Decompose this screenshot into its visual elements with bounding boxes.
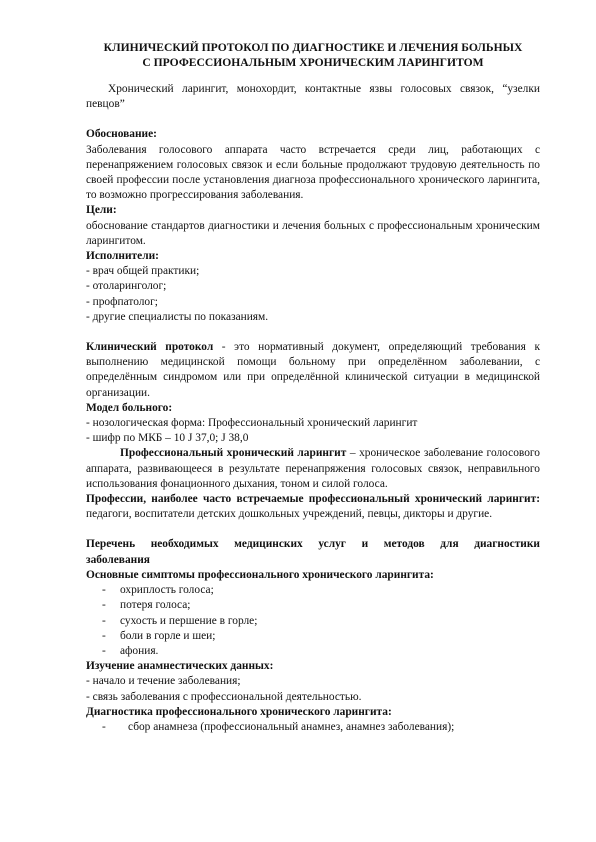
protocol-definition: [86, 340, 540, 401]
document-page: [86, 40, 540, 735]
list-item: [86, 720, 540, 735]
disease-text: – хроническое заболевание голосового аппарата, развивающееся в результате перенапряжения голосовых связок, неправильного использования фонационного дыхания, тоном и силой голоса.: [86, 447, 540, 490]
disease-term: Профессиональный хронический ларингит: [120, 447, 347, 460]
anamnesis-heading: Изучение анамнестических данных:: [86, 660, 274, 673]
patient-model-heading: Модел больного:: [86, 401, 173, 414]
list-dash: -: [102, 720, 106, 733]
list-item: - шифр по МКБ – 10 J 37,0; J 38,0: [86, 432, 249, 445]
list-dash: -: [102, 614, 106, 627]
list-item: - врач общей практики;: [86, 265, 200, 278]
protocol-text: - это нормативный документ, определяющий требования к выполнению медицинской помощи больному при определённом заболевании, с определённым синдромом или при определённой клинической ситуации в медицинской организации.: [86, 341, 540, 399]
intro-paragraph: Хронический ларингит, монохордит, контактные язвы голосовых связок, “узелки певцов”: [86, 83, 540, 111]
list-item: [86, 629, 540, 644]
list-item-text: сбор анамнеза (профессиональный анамнез, анамнез заболевания);: [128, 720, 455, 733]
list-item: [86, 614, 540, 629]
list-item-text: афония.: [120, 644, 159, 657]
list-item: - другие специалисты по показаниям.: [86, 310, 269, 323]
professions-paragraph: [86, 492, 540, 522]
services-heading-line-1: Перечень необходимых медицинских услуг и методов для диагностики: [86, 538, 540, 551]
patient-model-list: [86, 416, 540, 446]
list-item: [86, 583, 540, 598]
professions-term: Профессии, наиболее часто встречаемые профессиональный хронический ларингит:: [86, 493, 540, 506]
list-item: - нозологическая форма: Профессиональный хронический ларингит: [86, 417, 418, 430]
list-dash: -: [102, 599, 106, 612]
spacer: [86, 112, 540, 127]
anamnesis-list: [86, 674, 540, 704]
goals-heading: Цели:: [86, 204, 117, 217]
list-item: - профпатолог;: [86, 295, 158, 308]
list-item: - начало и течение заболевания;: [86, 675, 241, 688]
performers-list: [86, 264, 540, 325]
services-heading-line-2: заболевания: [86, 553, 150, 566]
list-dash: -: [102, 644, 106, 657]
list-item: - отоларинголог;: [86, 280, 167, 293]
professions-text: педагоги, воспитатели детских дошкольных учреждений, певцы, дикторы и другие.: [86, 508, 493, 521]
list-item-text: сухость и першение в горле;: [120, 614, 258, 627]
disease-definition: [86, 446, 540, 492]
spacer: [86, 522, 540, 537]
document-title: [86, 40, 540, 70]
title-line-2: С ПРОФЕССИОНАЛЬНЫМ ХРОНИЧЕСКИМ ЛАРИНГИТОМ: [142, 56, 484, 69]
list-item: - связь заболевания с профессиональной деятельностью.: [86, 690, 362, 703]
symptoms-heading: Основные симптомы профессионального хронического ларингита:: [86, 568, 434, 581]
list-item-text: боли в горле и шеи;: [120, 629, 216, 642]
list-item: [86, 598, 540, 613]
diagnostics-heading: Диагностика профессионального хронического ларингита:: [86, 705, 392, 718]
rationale-text: Заболевания голосового аппарата часто встречается среди лиц, работающих с перенапряжением голосовых связок и если больные продолжают трудовую деятельность по своей профессии после установления диагноза профессионального хронического ларингита, то возможно прогрессирования заболевания.: [86, 143, 540, 202]
list-item-text: охриплость голоса;: [120, 584, 214, 597]
spacer: [86, 325, 540, 340]
performers-heading: Исполнители:: [86, 250, 159, 263]
protocol-term: Клинический протокол: [86, 341, 214, 354]
title-line-1: КЛИНИЧЕСКИЙ ПРОТОКОЛ ПО ДИАГНОСТИКЕ И ЛЕЧЕНИЯ БОЛЬНЫХ: [103, 41, 523, 54]
list-dash: -: [102, 629, 106, 642]
goals-text: обоснование стандартов диагностики и лечения больных с профессиональным хроническим ларингитом.: [86, 219, 540, 247]
rationale-heading: Обоснование:: [86, 128, 157, 141]
list-item-text: потеря голоса;: [120, 599, 191, 612]
list-dash: -: [102, 584, 106, 597]
list-item: [86, 644, 540, 659]
symptoms-list: [86, 583, 540, 659]
